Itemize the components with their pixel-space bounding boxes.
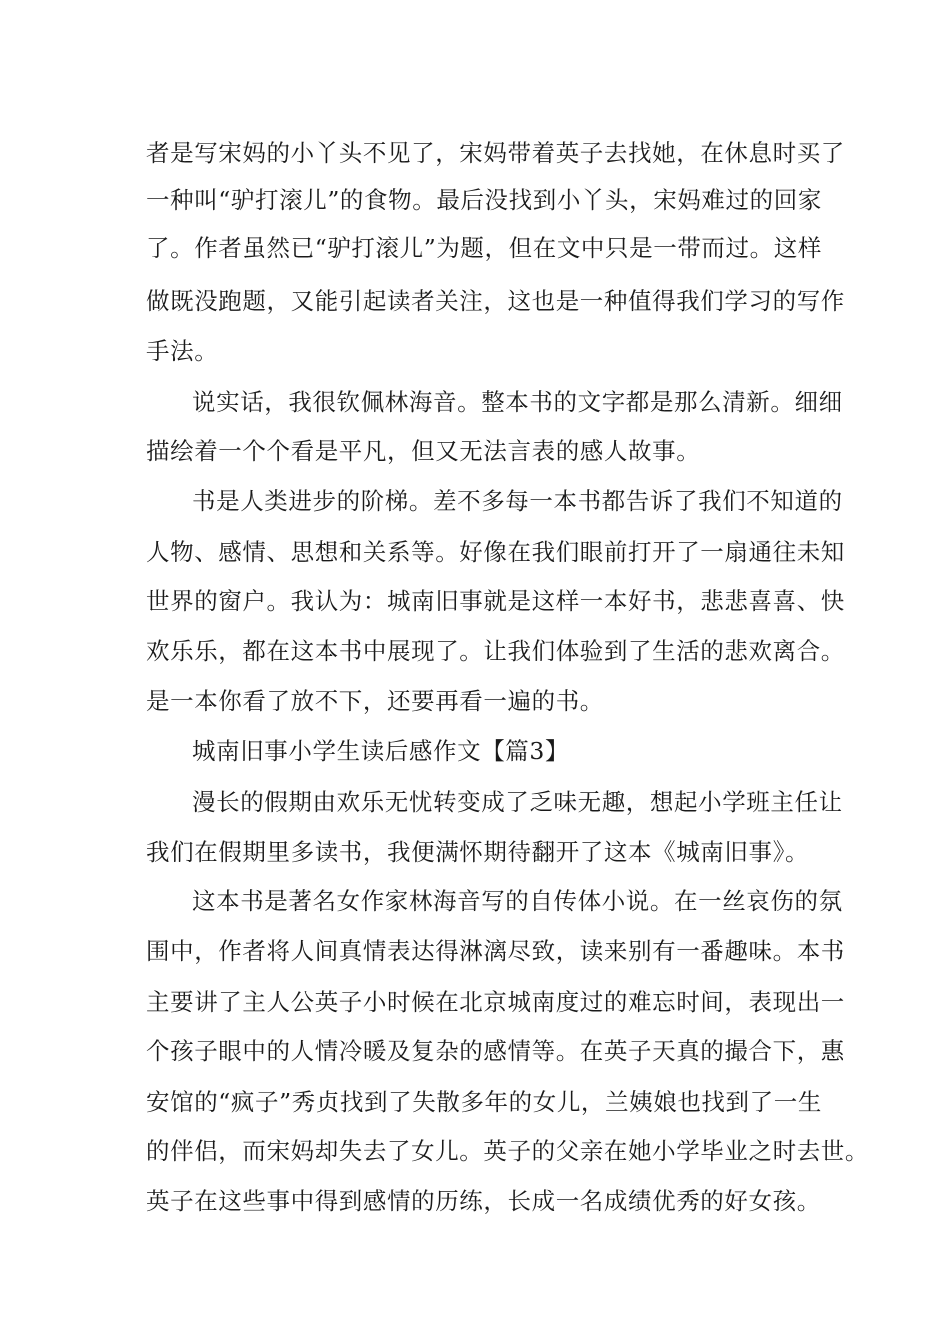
text-line: 手法。 <box>146 337 219 365</box>
text-line: 欢乐乐，都在这本书中展现了。让我们体验到了生活的悲欢离合。 <box>146 637 845 665</box>
text-line: 英子在这些事中得到感情的历练，长成一名成绩优秀的好女孩。 <box>146 1187 821 1215</box>
paragraph-first-line: 说实话，我很钦佩林海音。整本书的文字都是那么清新。细细 <box>192 388 843 416</box>
section-heading: 城南旧事小学生读后感作文【篇3】 <box>192 737 570 765</box>
paragraph-first-line: 书是人类进步的阶梯。差不多每一本书都告诉了我们不知道的 <box>192 487 843 515</box>
text-line: 描绘着一个个看是平凡，但又无法言表的感人故事。 <box>146 437 701 465</box>
text-line: 安馆的“疯子”秀贞找到了失散多年的女儿，兰姨娘也找到了一生 <box>146 1088 822 1116</box>
text-line: 个孩子眼中的人情冷暖及复杂的感情等。在英子天真的撮合下，惠 <box>146 1037 845 1065</box>
text-line: 的伴侣，而宋妈却失去了女儿。英子的父亲在她小学毕业之时去世。 <box>146 1137 869 1165</box>
text-line: 我们在假期里多读书，我便满怀期待翻开了这本《城南旧事》。 <box>146 838 810 866</box>
text-line: 一种叫“驴打滚儿”的食物。最后没找到小丫头，宋妈难过的回家 <box>146 186 822 214</box>
text-line: 主要讲了主人公英子小时候在北京城南度过的难忘时间，表现出一 <box>146 988 845 1016</box>
paragraph-first-line: 漫长的假期由欢乐无忧转变成了乏味无趣，想起小学班主任让 <box>192 788 843 816</box>
text-line: 世界的窗户。我认为：城南旧事就是这样一本好书，悲悲喜喜、快 <box>146 587 845 615</box>
text-line: 是一本你看了放不下，还要再看一遍的书。 <box>146 687 604 715</box>
text-line: 围中，作者将人间真情表达得淋漓尽致，读来别有一番趣味。本书 <box>146 937 845 965</box>
text-line: 者是写宋妈的小丫头不见了，宋妈带着英子去找她，在休息时买了 <box>146 139 845 167</box>
paragraph-first-line: 这本书是著名女作家林海音写的自传体小说。在一丝哀伤的氛 <box>192 887 843 915</box>
text-line: 了。作者虽然已“驴打滚儿”为题，但在文中只是一带而过。这样 <box>146 234 822 262</box>
text-line: 做既没跑题，又能引起读者关注，这也是一种值得我们学习的写作 <box>146 287 845 315</box>
text-line: 人物、感情、思想和关系等。好像在我们眼前打开了一扇通往未知 <box>146 538 845 566</box>
